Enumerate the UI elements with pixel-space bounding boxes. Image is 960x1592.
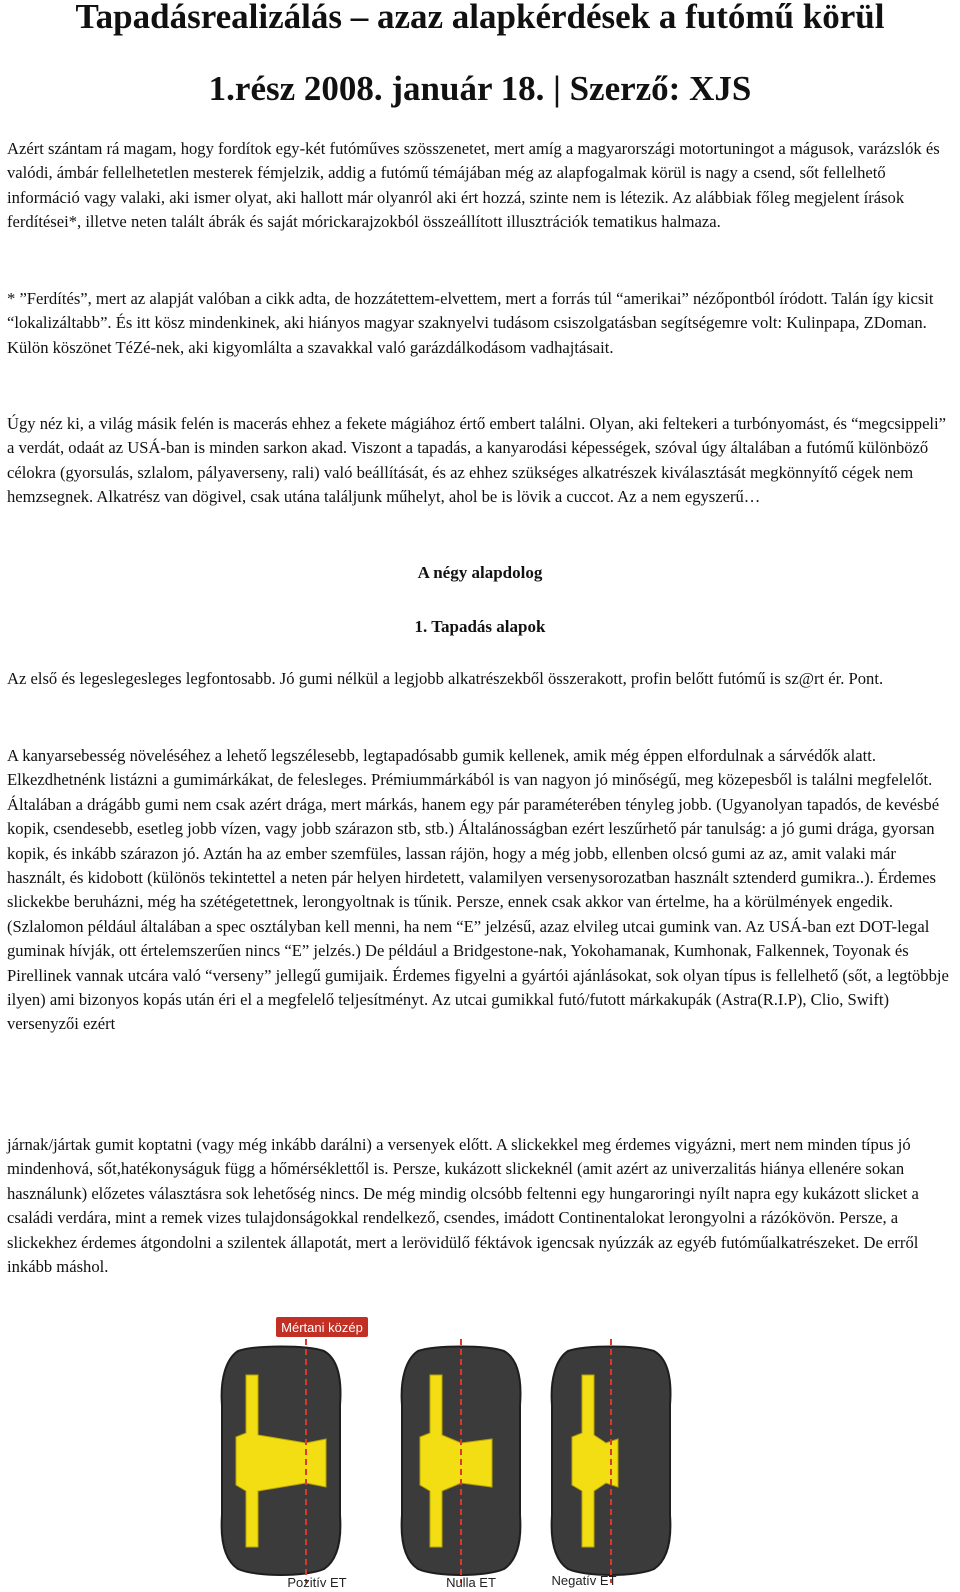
footnote-paragraph: * ”Ferdítés”, mert az alapját valóban a cikk adta, de hozzátettem-elvettem, mert a forrás túl “amerikai” nézőpontból íródott. Talán így kicsit “lokalizáltabb”. És itt kösz mindenkinek, aki hiányos magyar szaknyelvi tudásom csiszolgatásban segítségemre volt: Kulinpapa, ZDoman. Külön köszönet TéZé-nek, aki kigyomlálta a szavakkal való garázdálkodásom vadhajtásait. <box>7 289 934 357</box>
label-negative-et: Negatív ET <box>551 1573 617 1588</box>
intro-paragraph: Azért szántam rá magam, hogy fordítok egy-két futóműves szösszenetet, mert amíg a magyarországi motortuningot a mágusok, varázslók és valódi, ámbár fellelhetetlen mesterek fémjelzik, addig a futómű témájában még az alapfogalmak körül is nagy a csend, sőt fellelhető információ vagy valaki, aki ismer olyat, aki hallott már olyanról aki ért hozzá, szinte nem is létezik. Az alábbiak főleg megjelent írások ferdítései*, illetve neten talált ábrák és saját mórickarajzokból összeállított illusztrációk tematikus halmaza. <box>7 139 940 232</box>
slick-paragraph: járnak/jártak gumit koptatni (vagy még inkább darálni) a versenyek előtt. A slickekkel meg érdemes vigyázni, mert nem minden típus jó mindenhová, sőt,hatékonyságuk függ a hőmérséklettől is. Persze, kukázott slickeknél (amit azért az univerzalitás hiánya ellenére sokan használunk) előzetes választásra sok lehetőség nincs. De még mindig olcsóbb feltenni egy hungaroringi nyílt napra egy kukázott slicket a családi verdára, mint a remek vizes tulajdonságokkal rendelkező, csendes, imádott Continentalokat lerongyolni a rázókövön. Persze, a slickekhez érdemes átgondolni a szilentek állapotát, mert a lerövidülő féktávok igencsak nyúzzák az egyéb futóműalkatrészeket. De erről inkább máshol. <box>7 1135 919 1277</box>
subsection-heading: 1. Tapadás alapok <box>414 617 546 636</box>
grip-intro-paragraph: Az első és legeslegesleges legfontosabb. Jó gumi nélkül a legjobb alkatrészekből összerakott, profin belőtt futómű is sz@rt ér. Pont. <box>7 669 884 688</box>
wheel-negative-et <box>552 1339 671 1583</box>
context-paragraph: Úgy néz ki, a világ másik felén is macerás ehhez a fekete mágiához értő embert találni. Olyan, aki feltekeri a turbónyomást, és “megcsippeli” a verdát, odaát az USÁ-ban is minden sarkon akad. Viszont a tapadás, a kanyarodási képességek, szóval úgy általában a futómű különböző célokra (gyorsulás, szlalom, pályaverseny, rali) való beállítását, és az ehhez szükséges alkatrészek kiválasztását megkönnyítő cégek nem hemzsegnek. Alkatrész van dögivel, csak utána találjunk műhelyt, ahol be is lövik a cuccot. Az a nem egyszerű… <box>7 414 947 507</box>
label-positive-et: Pozitív ET <box>287 1575 347 1590</box>
wheel-offset-diagram <box>6 1315 950 1591</box>
centerline-label: Mértani közép <box>281 1320 363 1335</box>
wheel-positive-et <box>222 1339 341 1583</box>
tire-paragraph: A kanyarsebesség növeléséhez a lehető legszélesebb, legtapadósabb gumik kellenek, amik még éppen elfordulnak a sárvédők alatt. Elkezdhetnénk listázni a gumimárkákat, de felesleges. Prémiummárkából is van nagyon jó minőségű, meg közepesből is találni megfelelőt. Általában a drágább gumi nem csak azért drága, mert márkás, hanem egy pár paraméterében tényleg jobb. (Ugyanolyan tapadós, de kevésbé kopik, csendesebb, esetleg jobb vízen, vagy jobb szárazon stb, stb.) Általánosságban ezért leszűrhető pár tanulság: a jó gumi drága, gyorsan kopik, és inkább szárazon jó. Aztán ha az ember szemfüles, lassan rájön, hogy a még jobb, ellenben olcsó gumi az az, amit valaki már használt, és kidobott (különös tekintettel a neten pár helyen hirdetett, valamilyen versenysorozatban használt sztenderd gumikra..). Érdemes slickekbe beruházni, még ha szétégetettnek, lerongyoltnak is tűnik. Persze, ennek csak akkor van értelme, ha a körülmények engedik. (Szlalomon például általában a spec osztályban kell menni, ha nem “E” jelzésű, azaz elvileg utcai gumink van. Az USÁ-ban ezt DOT-legal guminak hívják, ott értelemszerűen nincs “E” jelzés.) De például a Bridgestone-nak, Yokohamanak, Kumhonak, Falkennek, Toyonak és Pirellinek vannak utcára való “verseny” jellegű gumijaik. Érdemes figyelni a gyártói ajánlásokat, sok olyan típus is fellelhető (sőt, a legtöbbje ilyen) ami bizonyos kopás után éri el a megfelelő teljesítményt. Az utcai gumikkal futó/futott márkakupák (Astra(R.I.P), Clio, Swift) versenyzői ezért <box>7 746 949 1034</box>
label-zero-et: Nulla ET <box>446 1575 496 1590</box>
article-title: Tapadásrealizálás – azaz alapkérdések a futómű körül <box>75 0 885 36</box>
wheel-zero-et <box>402 1339 521 1583</box>
article-subtitle: 1.rész 2008. január 18. | Szerző: XJS <box>208 69 752 108</box>
section-heading: A négy alapdolog <box>417 563 543 582</box>
